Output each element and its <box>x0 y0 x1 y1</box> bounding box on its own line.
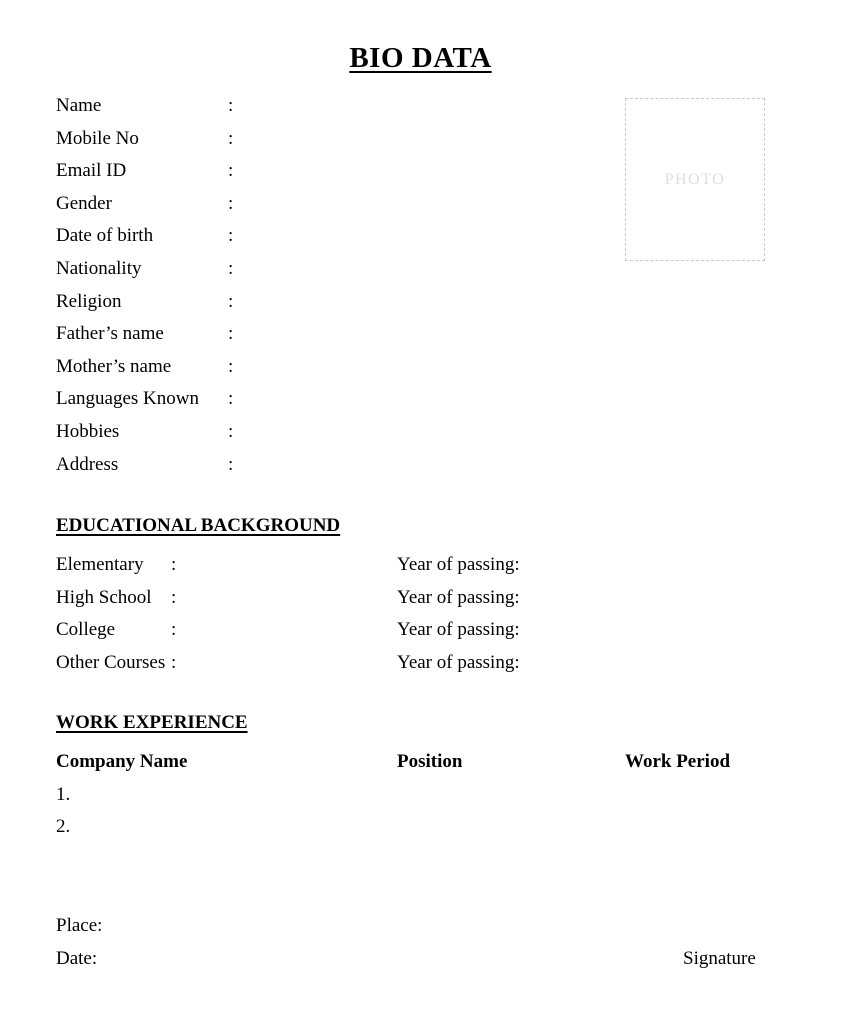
footer-label-date: Date: <box>56 947 98 969</box>
field-label-date-of-birth: Date of birth <box>56 225 154 247</box>
work-experience-row-2 <box>56 811 796 844</box>
personal-row-date-of-birth <box>56 220 386 253</box>
photo-placeholder-box[interactable] <box>625 98 765 261</box>
work-column-header-position: Position <box>397 751 463 772</box>
work-column-header-work-period: Work Period <box>625 751 731 772</box>
footer-label-place: Place: <box>56 915 103 936</box>
field-label-address: Address <box>56 453 119 475</box>
work-experience-row-1 <box>56 779 796 812</box>
field-colon-languages-known: : <box>228 388 234 410</box>
personal-row-religion <box>56 286 386 319</box>
personal-row-nationality <box>56 253 386 286</box>
personal-row-fathers-name <box>56 318 386 351</box>
footer-row-place <box>56 910 796 943</box>
photo-placeholder-label: PHOTO <box>664 170 726 188</box>
document-footer <box>56 910 796 975</box>
education-section <box>56 549 756 679</box>
education-colon-elementary: : <box>171 554 177 575</box>
education-colon-college: : <box>171 619 177 641</box>
field-label-name: Name <box>56 95 102 116</box>
work-experience-header-row <box>56 746 796 779</box>
education-year-label-other-courses: Year of passing: <box>397 651 520 673</box>
personal-row-email-id <box>56 155 386 188</box>
personal-row-mothers-name <box>56 351 386 384</box>
education-label-elementary: Elementary <box>56 554 144 575</box>
personal-row-name <box>56 90 386 123</box>
education-year-label-college: Year of passing: <box>397 619 520 641</box>
field-colon-name: : <box>228 95 234 116</box>
field-label-religion: Religion <box>56 290 122 312</box>
education-year-label-high-school: Year of passing: <box>397 586 520 608</box>
section-heading-educational-background <box>56 515 340 537</box>
footer-row-date <box>56 943 796 976</box>
personal-row-gender <box>56 188 386 221</box>
education-colon-other-courses: : <box>171 651 177 673</box>
field-colon-hobbies: : <box>228 420 234 442</box>
field-colon-fathers-name: : <box>228 323 234 345</box>
field-label-nationality: Nationality <box>56 257 142 279</box>
field-label-mothers-name: Mother’s name <box>56 355 172 377</box>
field-colon-email-id: : <box>228 160 234 182</box>
field-label-mobile-no: Mobile No <box>56 127 139 149</box>
education-row-high-school <box>56 582 756 615</box>
document-title-text: BIO DATA <box>349 42 492 74</box>
personal-row-hobbies <box>56 416 386 449</box>
education-label-college: College <box>56 619 116 641</box>
field-colon-religion: : <box>228 290 234 312</box>
field-colon-mothers-name: : <box>228 355 234 377</box>
education-label-other-courses: Other Courses <box>56 651 166 673</box>
document-title <box>0 42 841 75</box>
field-colon-address: : <box>228 453 234 475</box>
personal-row-mobile-no <box>56 123 386 156</box>
personal-row-languages-known <box>56 383 386 416</box>
education-label-high-school: High School <box>56 586 152 608</box>
footer-label-signature: Signature <box>683 947 756 969</box>
field-colon-nationality: : <box>228 257 234 279</box>
education-row-college <box>56 614 756 647</box>
personal-details-section <box>56 90 386 481</box>
education-row-elementary <box>56 549 756 582</box>
work-column-header-company-name: Company Name <box>56 751 188 772</box>
field-label-hobbies: Hobbies <box>56 420 120 442</box>
field-label-languages-known: Languages Known <box>56 388 199 410</box>
field-label-email-id: Email ID <box>56 160 127 182</box>
field-label-gender: Gender <box>56 192 112 214</box>
field-colon-gender: : <box>228 192 234 214</box>
field-label-fathers-name: Father’s name <box>56 323 164 345</box>
section-heading-work-experience <box>56 712 248 734</box>
education-colon-high-school: : <box>171 586 177 608</box>
work-row-index-2: 2. <box>56 816 71 838</box>
section-heading-work-experience-text: WORK EXPERIENCE <box>56 712 248 733</box>
education-row-other-courses <box>56 647 756 680</box>
work-experience-section <box>56 746 796 844</box>
personal-row-address <box>56 449 386 482</box>
field-colon-mobile-no: : <box>228 127 234 149</box>
field-colon-date-of-birth: : <box>228 225 234 247</box>
education-year-label-elementary: Year of passing: <box>397 554 520 575</box>
work-row-index-1: 1. <box>56 783 71 805</box>
section-heading-educational-background-text: EDUCATIONAL BACKGROUND <box>56 515 341 536</box>
